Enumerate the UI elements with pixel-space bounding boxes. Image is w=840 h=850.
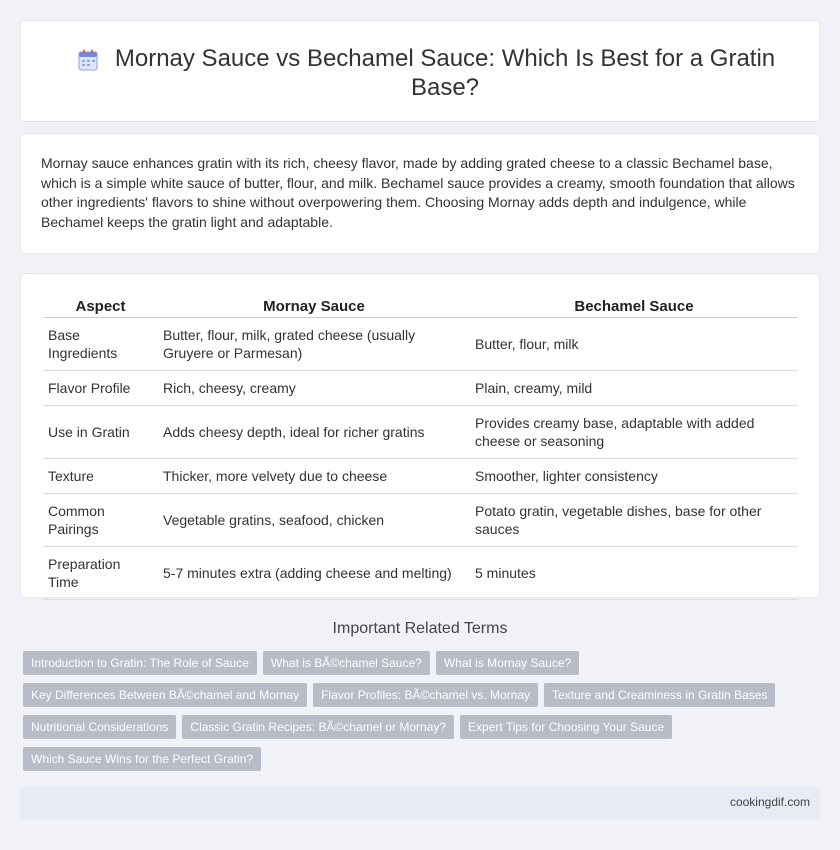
table-cell: Plain, creamy, mild xyxy=(470,371,798,406)
header-card xyxy=(20,20,820,122)
table-cell: Potato gratin, vegetable dishes, base for other sauces xyxy=(470,494,798,547)
table-row xyxy=(43,318,798,371)
related-term-tag[interactable]: Introduction to Gratin: The Role of Sauce xyxy=(23,651,257,675)
table-cell: 5 minutes xyxy=(470,547,798,600)
comparison-table xyxy=(43,292,798,600)
table-cell: Base Ingredients xyxy=(43,318,158,371)
table-cell: Butter, flour, milk, grated cheese (usually Gruyere or Parmesan) xyxy=(158,318,470,371)
related-term-tag[interactable]: Texture and Creaminess in Gratin Bases xyxy=(544,683,775,707)
table-cell: Adds cheesy depth, ideal for richer gratins xyxy=(158,406,470,459)
footer xyxy=(20,786,820,819)
related-term-tag[interactable]: What is Mornay Sauce? xyxy=(436,651,579,675)
table-cell: 5-7 minutes extra (adding cheese and melting) xyxy=(158,547,470,600)
footer-site-link[interactable]: cookingdif.com xyxy=(729,795,810,809)
table-row xyxy=(43,371,798,406)
related-term-tag[interactable]: Flavor Profiles: BÃ©chamel vs. Mornay xyxy=(313,683,538,707)
table-cell: Use in Gratin xyxy=(43,406,158,459)
table-cell: Provides creamy base, adaptable with added cheese or seasoning xyxy=(470,406,798,459)
table-cell: Preparation Time xyxy=(43,547,158,600)
table-row xyxy=(43,406,798,459)
related-terms-list xyxy=(23,651,813,771)
page-title: Mornay Sauce vs Bechamel Sauce: Which Is Best for a Gratin Base? xyxy=(114,45,776,101)
table-cell: Flavor Profile xyxy=(43,371,158,406)
header-bechamel: Bechamel Sauce xyxy=(470,292,798,318)
intro-text: Mornay sauce enhances gratin with its rich, cheesy flavor, made by adding grated cheese to a classic Bechamel base, which is a simple white sauce of butter, flour, and milk. Bechamel sauce provides a creamy, smooth foundation that allows other ingredients' flavors to shine without overpowering them. Choosing Mornay adds depth and indulgence, while Bechamel keeps the gratin light and adaptable. xyxy=(41,155,795,230)
comparison-card xyxy=(20,273,820,598)
header-mornay: Mornay Sauce xyxy=(158,292,470,318)
table-header-row xyxy=(43,292,798,318)
table-cell: Common Pairings xyxy=(43,494,158,547)
related-term-tag[interactable]: Expert Tips for Choosing Your Sauce xyxy=(460,715,672,739)
related-term-tag[interactable]: Classic Gratin Recipes: BÃ©chamel or Mornay? xyxy=(182,715,454,739)
table-row xyxy=(43,494,798,547)
table-cell: Rich, cheesy, creamy xyxy=(158,371,470,406)
table-row xyxy=(43,459,798,494)
related-term-tag[interactable]: Key Differences Between BÃ©chamel and Mornay xyxy=(23,683,307,707)
table-cell: Smoother, lighter consistency xyxy=(470,459,798,494)
table-row xyxy=(43,547,798,600)
header-aspect: Aspect xyxy=(43,292,158,318)
table-cell: Thicker, more velvety due to cheese xyxy=(158,459,470,494)
table-cell: Vegetable gratins, seafood, chicken xyxy=(158,494,470,547)
table-cell: Texture xyxy=(43,459,158,494)
table-cell: Butter, flour, milk xyxy=(470,318,798,371)
intro-card xyxy=(20,133,820,254)
related-term-tag[interactable]: What is BÃ©chamel Sauce? xyxy=(263,651,430,675)
related-term-tag[interactable]: Which Sauce Wins for the Perfect Gratin? xyxy=(23,747,261,771)
related-terms-heading: Important Related Terms xyxy=(332,620,508,637)
related-term-tag[interactable]: Nutritional Considerations xyxy=(23,715,176,739)
